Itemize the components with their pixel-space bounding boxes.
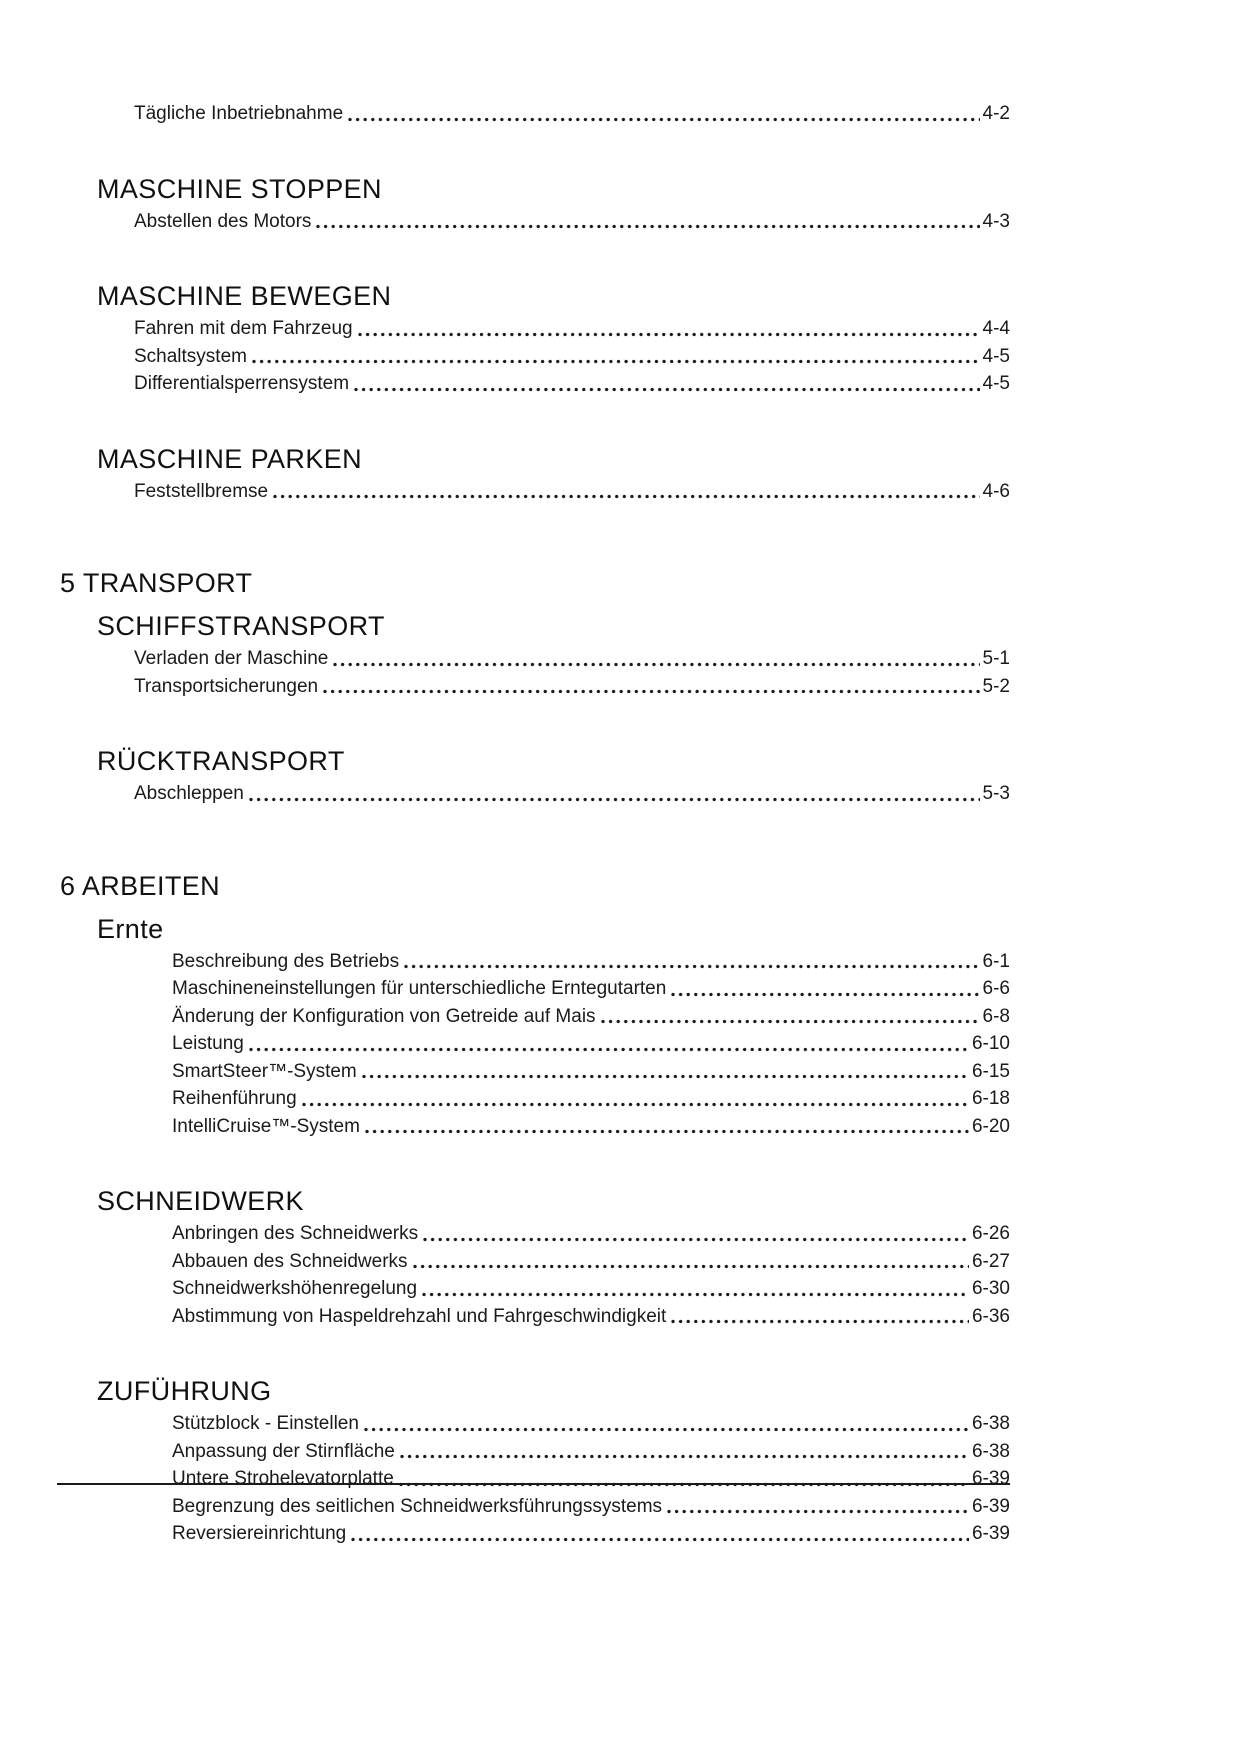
toc-entry[interactable]: [172, 1085, 1010, 1113]
toc-entry[interactable]: [134, 645, 1010, 673]
toc-entry-label: Änderung der Konfiguration von Getreide auf Mais: [172, 1005, 596, 1027]
chapter-heading: 6 ARBEITEN: [60, 870, 221, 901]
toc-block: [60, 1185, 1010, 1330]
toc-entry[interactable]: [134, 370, 1010, 398]
toc-entry[interactable]: [172, 1113, 1010, 1141]
dot-leader: [354, 387, 979, 392]
toc-entry-page: 6-39: [971, 1495, 1010, 1517]
toc-entry-label: Tägliche Inbetriebnahme: [134, 103, 344, 124]
dot-leader: [364, 1427, 969, 1432]
toc-entry-list: [172, 1410, 1010, 1548]
toc-entry-label: Anbringen des Schneidwerks: [172, 1223, 419, 1244]
toc-entry[interactable]: [134, 343, 1010, 371]
dot-leader: [365, 1129, 969, 1134]
toc-entry-page: 6-10: [971, 1033, 1010, 1054]
toc-entry-label: Stützblock - Einstellen: [172, 1413, 359, 1434]
toc-entry[interactable]: [172, 1275, 1010, 1303]
section-heading: RÜCKTRANSPORT: [97, 746, 345, 776]
toc-entry-label: Abstellen des Motors: [134, 210, 312, 232]
dot-leader: [404, 964, 979, 969]
toc-block: [60, 443, 1010, 506]
toc-entry-label: SmartSteer™-System: [172, 1060, 357, 1082]
toc-entry-label: Abbauen des Schneidwerks: [172, 1250, 408, 1272]
toc-entry-page: 6-15: [971, 1060, 1010, 1082]
toc-entry-page: 6-1: [982, 950, 1010, 972]
toc-entry-label: Abschleppen: [134, 783, 244, 804]
toc-entry-list: [134, 100, 1010, 128]
toc-entry-list: [134, 645, 1010, 700]
toc-entry[interactable]: [134, 315, 1010, 343]
toc-entry-page: 4-4: [982, 318, 1010, 339]
toc-entry-label: Reversiereinrichtung: [172, 1523, 347, 1544]
toc-entry-page: 6-30: [971, 1278, 1010, 1299]
toc-entry-page: 6-27: [971, 1250, 1010, 1272]
toc-entry-list: [134, 208, 1010, 236]
toc-block: [60, 173, 1010, 236]
toc-entry-label: Begrenzung des seitlichen Schneidwerksführungssystems: [172, 1495, 663, 1517]
toc-entry[interactable]: [134, 478, 1010, 506]
toc-entry-page: 5-2: [982, 675, 1010, 697]
toc-entry-page: 6-36: [971, 1305, 1010, 1327]
section-heading: MASCHINE BEWEGEN: [97, 281, 392, 311]
section-heading: ZUFÜHRUNG: [97, 1376, 272, 1406]
toc-entry-label: Fahren mit dem Fahrzeug: [134, 318, 353, 339]
table-of-contents: [60, 100, 1010, 1548]
toc-entry-label: Leistung: [172, 1033, 244, 1054]
toc-entry-page: 6-8: [982, 1005, 1010, 1027]
toc-entry[interactable]: [134, 673, 1010, 701]
dot-leader: [667, 1509, 969, 1514]
toc-entry-label: Feststellbremse: [134, 480, 269, 502]
toc-entry[interactable]: [134, 780, 1010, 808]
dot-leader: [362, 1074, 969, 1079]
toc-entry-label: Verladen der Maschine: [134, 648, 329, 669]
toc-block: [60, 913, 1010, 1141]
toc-block: [60, 610, 1010, 700]
section-heading: SCHNEIDWERK: [97, 1186, 304, 1216]
toc-entry-page: 6-39: [971, 1468, 1010, 1489]
toc-entry-page: 6-38: [971, 1413, 1010, 1434]
toc-entry-label: Differentialsperrensystem: [134, 373, 350, 394]
toc-entry-label: Maschineneinstellungen für unterschiedliche Erntegutarten: [172, 978, 667, 999]
toc-entry-page: 4-6: [982, 480, 1010, 502]
dot-leader: [601, 1019, 980, 1024]
toc-entry-page: 4-5: [982, 345, 1010, 367]
toc-entry-label: Schaltsystem: [134, 345, 247, 367]
toc-entry[interactable]: [172, 975, 1010, 1003]
dot-leader: [273, 494, 979, 499]
toc-entry[interactable]: [134, 100, 1010, 128]
dot-leader: [413, 1264, 969, 1269]
dot-leader: [302, 1102, 969, 1107]
dot-leader: [333, 662, 979, 667]
section-heading: MASCHINE PARKEN: [97, 443, 363, 474]
toc-entry-page: 4-3: [982, 210, 1010, 232]
toc-entry-page: 6-39: [971, 1523, 1010, 1544]
toc-entry-list: [134, 315, 1010, 398]
toc-entry-label: Abstimmung von Haspeldrehzahl und Fahrgeschwindigkeit: [172, 1305, 667, 1327]
toc-entry-page: 6-18: [971, 1088, 1010, 1109]
dot-leader: [671, 992, 979, 997]
toc-entry-label: Reihenführung: [172, 1088, 297, 1109]
toc-entry[interactable]: [172, 1493, 1010, 1521]
section-heading: MASCHINE STOPPEN: [97, 173, 382, 204]
toc-entry-label: Schneidwerkshöhenregelung: [172, 1278, 418, 1299]
toc-entry[interactable]: [172, 1030, 1010, 1058]
toc-entry-page: 5-3: [982, 783, 1010, 804]
toc-entry-page: 4-5: [982, 373, 1010, 394]
toc-entry[interactable]: [172, 1520, 1010, 1548]
toc-entry-list: [172, 948, 1010, 1141]
toc-entry[interactable]: [172, 1003, 1010, 1031]
toc-entry-label: Anpassung der Stirnfläche: [172, 1440, 395, 1462]
toc-entry-list: [134, 780, 1010, 808]
footer-divider: [57, 1483, 1010, 1485]
section-heading: Ernte: [97, 913, 164, 944]
toc-block: [60, 1375, 1010, 1548]
dot-leader: [249, 797, 980, 802]
chapter-heading: 5 TRANSPORT: [60, 568, 253, 598]
dot-leader: [671, 1319, 969, 1324]
dot-leader: [422, 1292, 969, 1297]
dot-leader: [358, 332, 980, 337]
toc-block: [60, 567, 1010, 600]
toc-block: [60, 870, 1010, 903]
toc-entry-label: Untere Strohelevatorplatte: [172, 1468, 394, 1489]
toc-block: [60, 745, 1010, 808]
toc-block: [60, 280, 1010, 398]
toc-entry[interactable]: [172, 1410, 1010, 1438]
toc-entry[interactable]: [172, 1438, 1010, 1466]
toc-entry[interactable]: [172, 1303, 1010, 1331]
toc-entry-label: IntelliCruise™-System: [172, 1115, 360, 1137]
toc-entry-list: [134, 478, 1010, 506]
section-heading: SCHIFFSTRANSPORT: [97, 611, 385, 641]
dot-leader: [249, 1047, 969, 1052]
dot-leader: [323, 689, 979, 694]
dot-leader: [351, 1537, 969, 1542]
dot-leader: [252, 359, 980, 364]
dot-leader: [400, 1454, 969, 1459]
toc-entry[interactable]: [134, 208, 1010, 236]
toc-entry[interactable]: [172, 1058, 1010, 1086]
toc-entry-page: 6-6: [982, 978, 1010, 999]
toc-entry-page: 6-38: [971, 1440, 1010, 1462]
toc-entry-page: 6-20: [971, 1115, 1010, 1137]
toc-entry[interactable]: [172, 1248, 1010, 1276]
dot-leader: [348, 117, 979, 122]
toc-entry-label: Transportsicherungen: [134, 675, 319, 697]
toc-entry[interactable]: [172, 1465, 1010, 1493]
toc-entry-list: [172, 1220, 1010, 1330]
toc-entry[interactable]: [172, 948, 1010, 976]
toc-entry-page: 5-1: [982, 648, 1010, 669]
dot-leader: [316, 224, 979, 229]
toc-entry-page: 6-26: [971, 1223, 1010, 1244]
toc-entry[interactable]: [172, 1220, 1010, 1248]
toc-entry-page: 4-2: [982, 103, 1010, 124]
dot-leader: [423, 1237, 969, 1242]
toc-entry-label: Beschreibung des Betriebs: [172, 950, 400, 972]
toc-block: [60, 100, 1010, 128]
